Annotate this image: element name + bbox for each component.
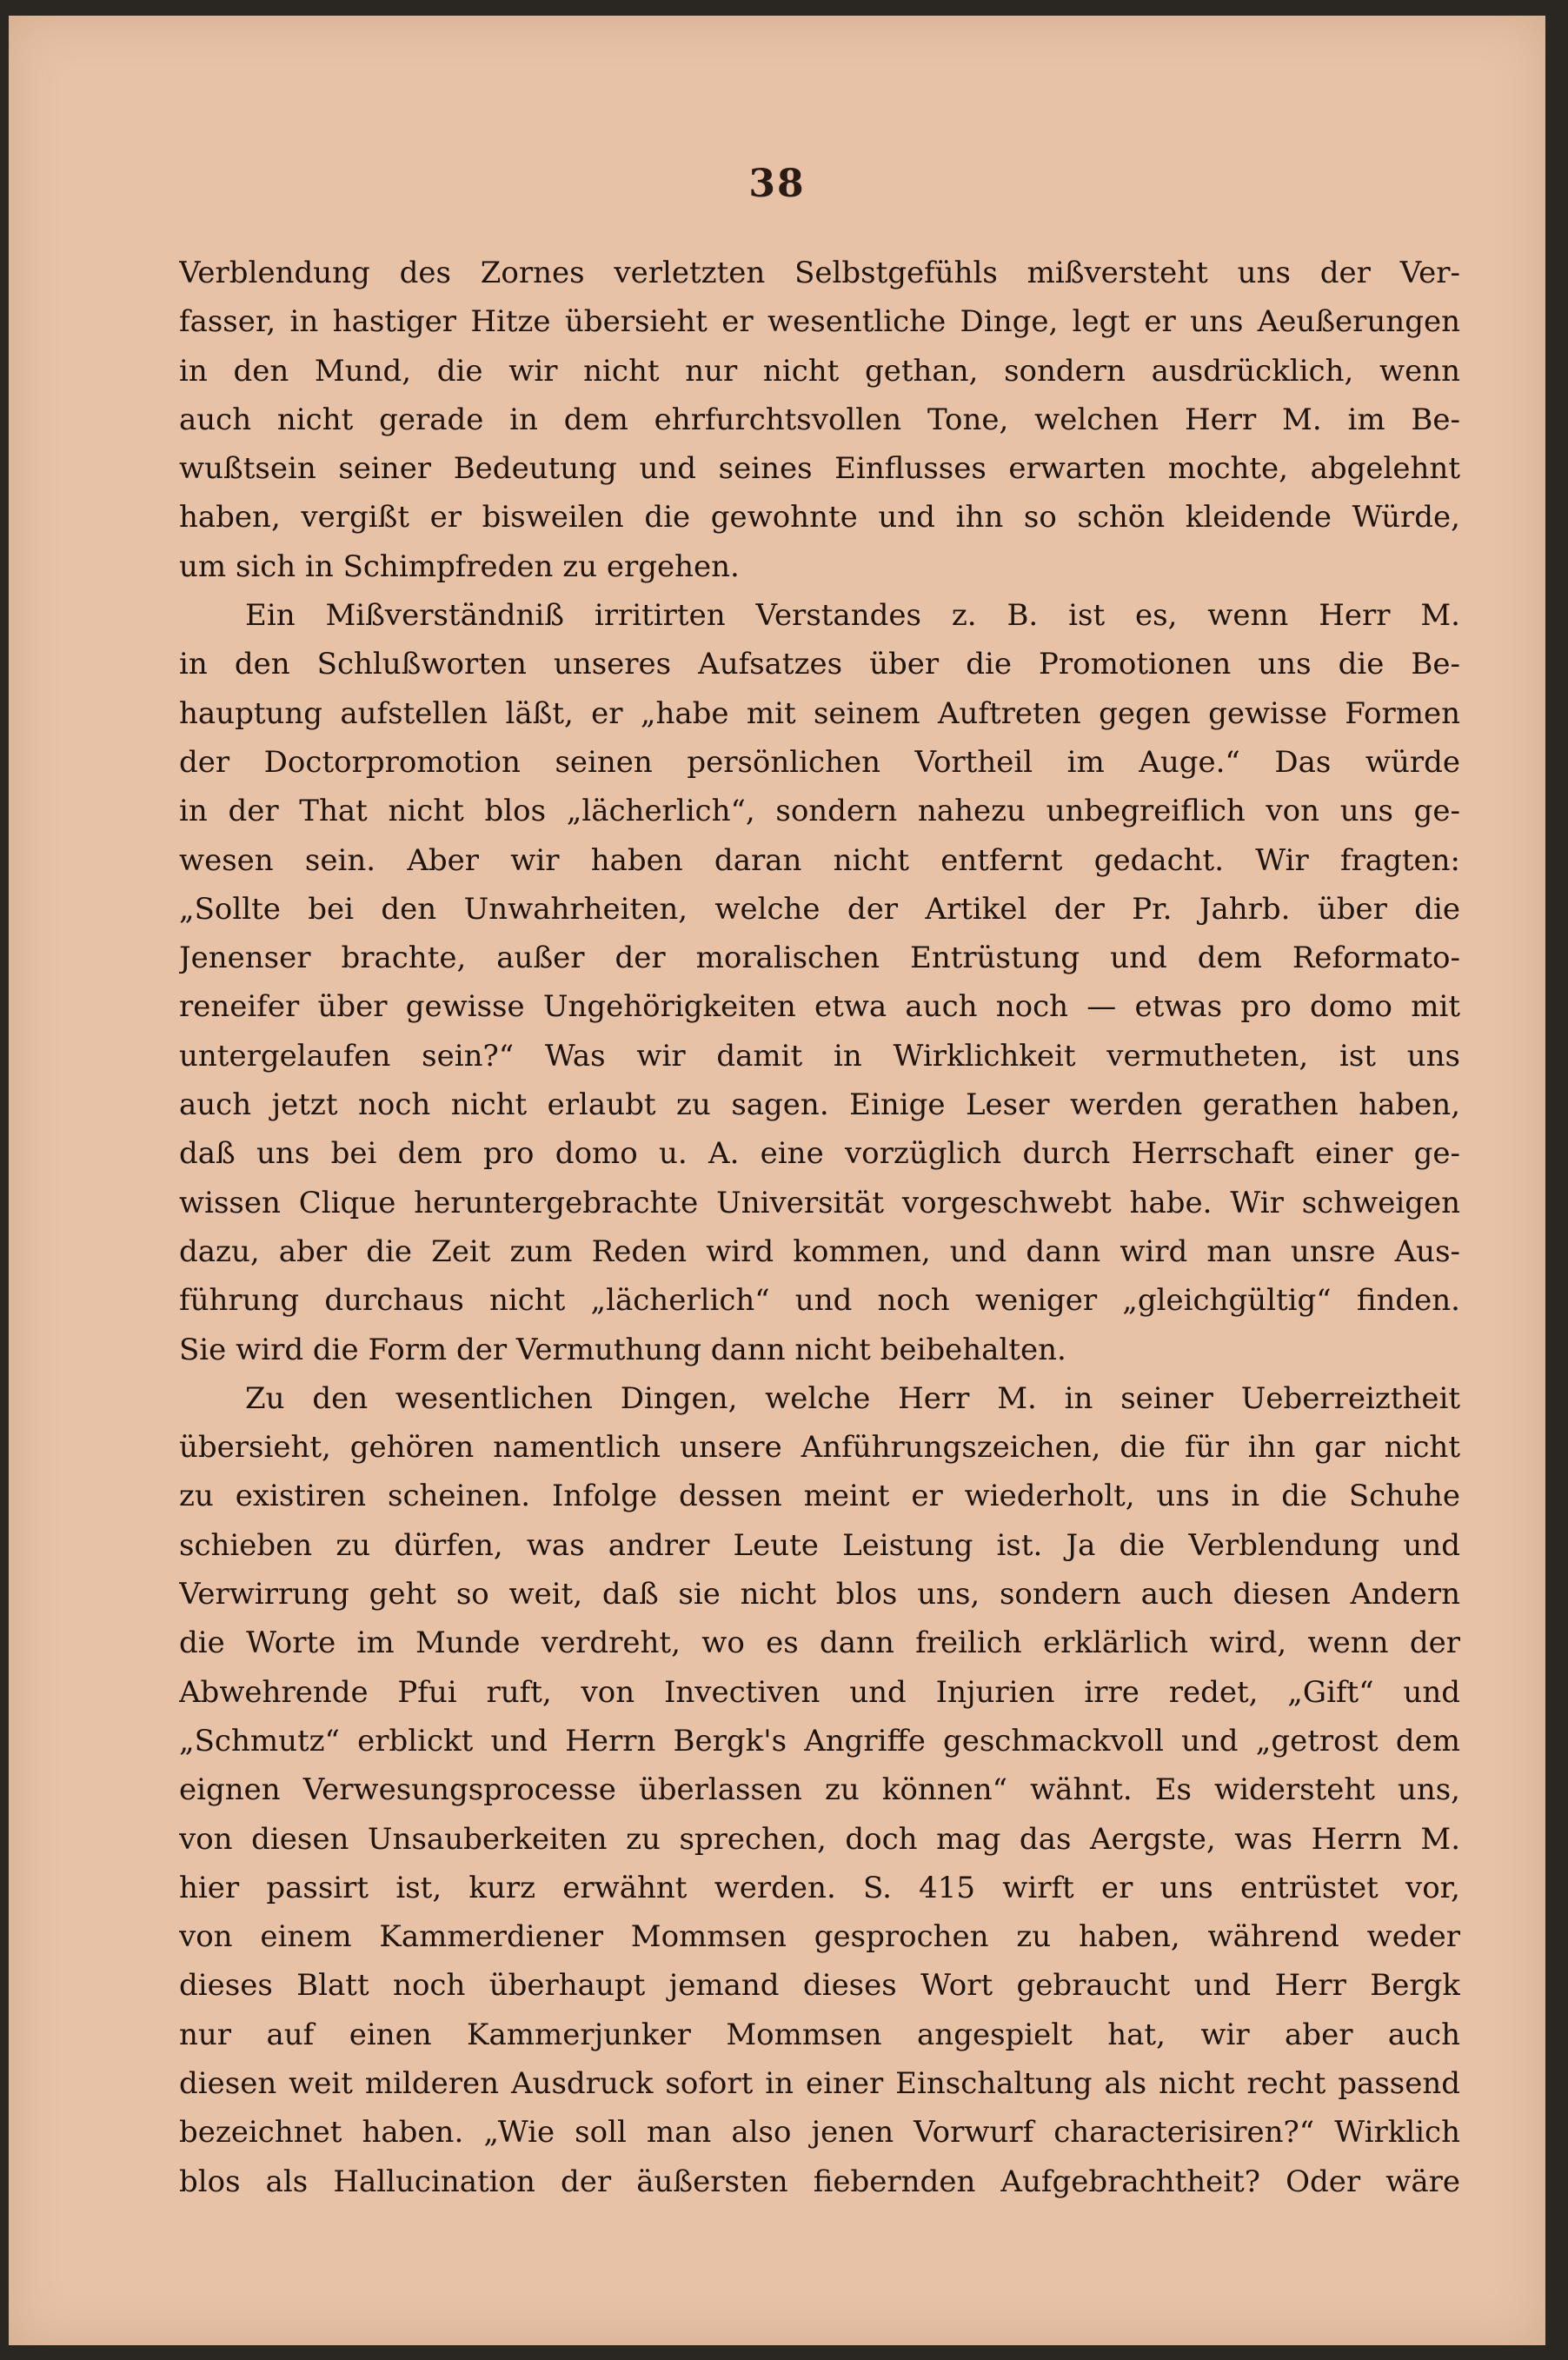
text-line: Verblendung des Zornes verletzten Selbstgefühls mißversteht uns der Ver- bbox=[179, 256, 1460, 290]
book-page bbox=[9, 16, 1545, 2345]
text-line: „Sollte bei den Unwahrheiten, welche der Artikel der Pr. Jahrb. über die bbox=[179, 891, 1460, 927]
text-line: hauptung aufstellen läßt, er „habe mit seinem Auftreten gegen gewisse Formen bbox=[179, 695, 1460, 731]
text-line: in der That nicht blos „lächerlich“, sondern nahezu unbegreiflich von uns ge- bbox=[179, 794, 1460, 829]
text-line: bezeichnet haben. „Wie soll man also jenen Vorwurf characterisiren?“ Wirklich bbox=[179, 2115, 1460, 2151]
text-line: blos als Hallucination der äußersten fiebernden Aufgebrachtheit? Oder wäre bbox=[179, 2164, 1460, 2199]
text-line: nur auf einen Kammerjunker Mommsen angespielt hat, wir aber auch bbox=[179, 2017, 1460, 2052]
text-line: Sie wird die Form der Vermuthung dann nicht beibehalten. bbox=[179, 1332, 1066, 1367]
text-line: die Worte im Munde verdreht, wo es dann freilich erklärlich wird, wenn der bbox=[179, 1625, 1460, 1661]
text-line: wußtsein seiner Bedeutung und seines Einflusses erwarten mochte, abgelehnt bbox=[179, 451, 1460, 487]
text-line: fasser, in hastiger Hitze übersieht er wesentliche Dinge, legt er uns Aeußerungen bbox=[179, 304, 1460, 340]
text-line: eignen Verwesungsprocesse überlassen zu können“ wähnt. Es widersteht uns, bbox=[179, 1772, 1460, 1808]
text-line: um sich in Schimpfreden zu ergehen. bbox=[179, 548, 740, 584]
text-line: reneifer über gewisse Ungehörigkeiten etwa auch noch — etwas pro domo mit bbox=[179, 989, 1460, 1025]
text-line: zu existiren scheinen. Infolge dessen meint er wiederholt, uns in die Schuhe bbox=[179, 1479, 1460, 1514]
text-line: daß uns bei dem pro domo u. A. eine vorzüglich durch Herrschaft einer ge- bbox=[179, 1136, 1460, 1172]
text-line: in den Schlußworten unseres Aufsatzes über die Promotionen uns die Be- bbox=[179, 647, 1460, 682]
text-line: dieses Blatt noch überhaupt jemand dieses Wort gebraucht und Herr Bergk bbox=[179, 1968, 1460, 2004]
text-line: Verwirrung geht so weit, daß sie nicht blos uns, sondern auch diesen Andern bbox=[179, 1577, 1460, 1612]
text-line: Ein Mißverständniß irritirten Verstandes z. B. ist es, wenn Herr M. bbox=[245, 598, 1460, 634]
text-line: wesen sein. Aber wir haben daran nicht entfernt gedacht. Wir fragten: bbox=[179, 842, 1460, 878]
text-line: haben, vergißt er bisweilen die gewohnte und ihn so schön kleidende Würde, bbox=[179, 500, 1460, 535]
text-line: auch nicht gerade in dem ehrfurchtsvollen Tone, welchen Herr M. im Be- bbox=[179, 402, 1460, 437]
text-line: übersieht, gehören namentlich unsere Anführungszeichen, die für ihn gar nicht bbox=[179, 1430, 1460, 1466]
text-line: diesen weit milderen Ausdruck sofort in einer Einschaltung als nicht recht passend bbox=[179, 2065, 1460, 2101]
text-line: von einem Kammerdiener Mommsen gesprochen zu haben, während weder bbox=[179, 1919, 1460, 1955]
page-number: 38 bbox=[748, 162, 806, 206]
text-line: schieben zu dürfen, was andrer Leute Leistung ist. Ja die Verblendung und bbox=[179, 1527, 1460, 1563]
text-line: dazu, aber die Zeit zum Reden wird kommen, und dann wird man unsre Aus- bbox=[179, 1233, 1460, 1269]
text-line: hier passirt ist, kurz erwähnt werden. S. 415 wirft er uns entrüstet vor, bbox=[179, 1870, 1460, 1905]
text-line: untergelaufen sein?“ Was wir damit in Wirklichkeit vermutheten, ist uns bbox=[179, 1038, 1460, 1074]
body-text bbox=[179, 249, 1460, 2206]
text-line: auch jetzt noch nicht erlaubt zu sagen. Einige Leser werden gerathen haben, bbox=[179, 1087, 1460, 1123]
text-line: „Schmutz“ erblickt und Herrn Bergk's Angriffe geschmackvoll und „getrost dem bbox=[179, 1723, 1460, 1758]
text-line: führung durchaus nicht „lächerlich“ und noch weniger „gleichgültig“ finden. bbox=[179, 1283, 1460, 1319]
text-line: wissen Clique heruntergebrachte Universität vorgeschwebt habe. Wir schweigen bbox=[179, 1185, 1460, 1220]
text-line: in den Mund, die wir nicht nur nicht gethan, sondern ausdrücklich, wenn bbox=[179, 353, 1460, 389]
text-line: Jenenser brachte, außer der moralischen Entrüstung und dem Reformato- bbox=[179, 941, 1460, 976]
text-line: der Doctorpromotion seinen persönlichen Vortheil im Auge.“ Das würde bbox=[179, 744, 1460, 780]
text-line: Abwehrende Pfui ruft, von Invectiven und Injurien irre redet, „Gift“ und bbox=[179, 1674, 1460, 1710]
text-line: von diesen Unsauberkeiten zu sprechen, doch mag das Aergste, was Herrn M. bbox=[179, 1821, 1460, 1857]
text-line: Zu den wesentlichen Dingen, welche Herr M. in seiner Ueberreiztheit bbox=[245, 1380, 1460, 1416]
